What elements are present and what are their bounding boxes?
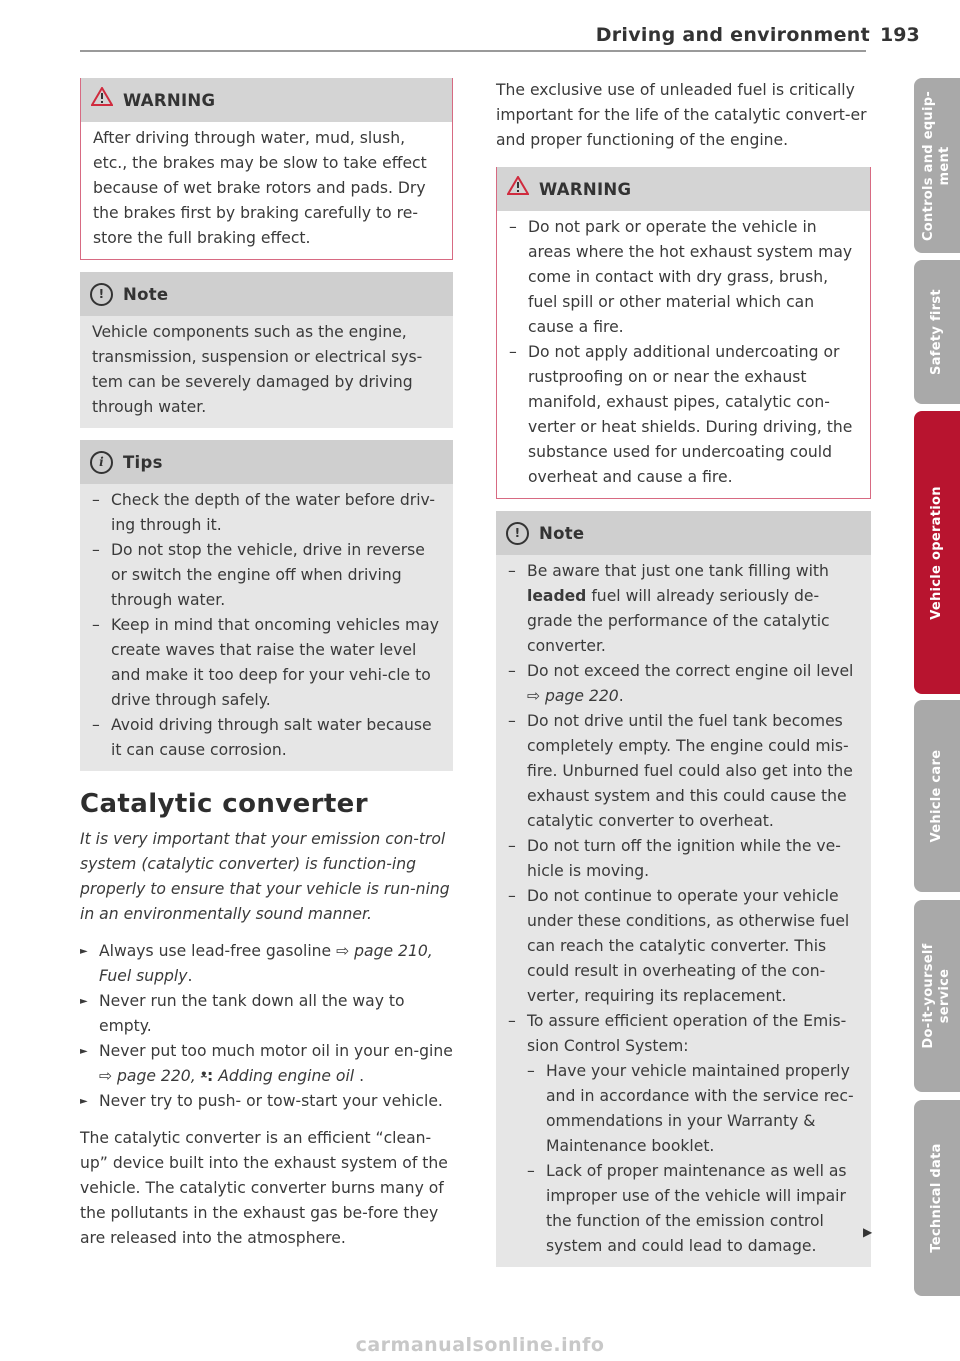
note-text: fuel will already seriously de-grade the performance of the catalytic converter.	[527, 587, 830, 655]
reference-title[interactable]: Adding engine oil	[213, 1067, 355, 1085]
instruction-list	[80, 939, 453, 1114]
note-box-water	[80, 272, 453, 428]
sidebar-tab-label	[921, 943, 953, 1048]
warning-triangle-icon	[91, 87, 113, 113]
note-icon: !	[90, 283, 113, 306]
page-header-title: Driving and environment	[595, 24, 870, 46]
watermark: carmanualsonline.info	[355, 1334, 605, 1356]
note-icon: !	[506, 522, 529, 545]
tab-label-line: Do-it-yourself	[921, 943, 936, 1049]
instruction-text: Never put too much motor oil in your en-gine	[99, 1042, 453, 1060]
tab-label-line: Controls and equip-	[921, 90, 936, 241]
sidebar-tab-technical-data[interactable]	[914, 1100, 960, 1296]
section-title: Catalytic converter	[80, 789, 368, 819]
instruction-item: ► Never try to push- or tow-start your vehicle.	[80, 1089, 453, 1114]
note-sublist	[527, 1059, 859, 1259]
tips-heading	[80, 440, 453, 484]
warning-triangle-icon	[507, 176, 529, 202]
note-item	[508, 559, 859, 659]
tips-title: Tips	[123, 452, 163, 472]
warning-heading	[81, 78, 452, 122]
sidebar-tab-controls[interactable]	[914, 78, 960, 253]
body-paragraph: The catalytic converter is an efficient “clean-up” device built into the exhaust system of the vehicle. The catalytic converter burns many of the pollutants in the exhaust gas be-fore they are released into the atmosphere.	[80, 1129, 448, 1247]
note-text: To assure efficient operation of the Emis-sion Control System:	[527, 1012, 847, 1055]
continue-arrow-icon: ▶	[863, 1225, 873, 1239]
warning-title: WARNING	[123, 90, 216, 110]
info-icon: i	[90, 451, 113, 474]
sidebar-tab-vehicle-operation[interactable]	[914, 411, 960, 694]
intro-paragraph: The exclusive use of unleaded fuel is critically important for the life of the catalytic convert-er and proper functioning of the engine.	[496, 81, 867, 149]
instruction-item	[80, 1039, 453, 1089]
oil-can-icon: ᵜ:	[200, 1067, 214, 1085]
right-column	[496, 78, 871, 1279]
tips-item: – Do not stop the vehicle, drive in reverse or switch the engine off when driving through water.	[92, 538, 441, 613]
tab-label-line: service	[937, 968, 952, 1024]
note-emphasis: leaded	[527, 587, 587, 605]
page-number: 193	[880, 24, 920, 46]
warning-heading	[497, 167, 870, 211]
instruction-end: .	[354, 1067, 365, 1085]
note-item: – Do not continue to operate your vehicle under these conditions, as otherwise fuel can reach the catalytic converter. This could result in overheating of the con-verter, requiring its replacement.	[508, 884, 859, 1009]
sidebar-tab-safety[interactable]	[914, 260, 960, 404]
note-heading	[80, 272, 453, 316]
note-subitem: – Lack of proper maintenance as well as improper use of the vehicle will impair the function of the emission control system and could lead to damage.	[527, 1159, 859, 1259]
tab-label-line: ment	[937, 145, 952, 186]
warning-box-brakes	[80, 78, 453, 260]
sidebar-tab-vehicle-care[interactable]	[914, 700, 960, 892]
warning-item: – Do not apply additional undercoating or rustproofing on or near the exhaust manifold, exhaust pipes, catalytic con-verter or heat shields. During driving, the substance used for undercoating could overheat and cause a fire.	[509, 340, 858, 490]
note-item: – Do not drive until the fuel tank becomes completely empty. The engine could mis-fire. Unburned fuel could also get into the exhaust system and this could cause the catalytic converter to overheat.	[508, 709, 859, 834]
warning-box-exhaust	[496, 167, 871, 499]
instruction-text: Always use lead-free gasoline	[99, 942, 337, 960]
note-box-catalytic	[496, 511, 871, 1267]
tips-item: – Check the depth of the water before driv-ing through it.	[92, 488, 441, 538]
instruction-item	[80, 939, 453, 989]
tips-item: – Avoid driving through salt water because it can cause corrosion.	[92, 713, 441, 763]
note-item: – Do not turn off the ignition while the ve-hicle is moving.	[508, 834, 859, 884]
warning-title: WARNING	[539, 179, 632, 199]
sidebar-tab-diy-service[interactable]	[914, 900, 960, 1092]
instruction-end: .	[187, 967, 193, 985]
note-text: Be aware that just one tank filling with	[527, 562, 829, 580]
note-title: Note	[539, 523, 585, 543]
warning-text: After driving through water, mud, slush, etc., the brakes may be slow to take effect because of wet brake rotors and pads. Dry the brakes first by braking carefully to re-store the full braking effect.	[93, 129, 427, 247]
page-reference-link[interactable]: ⇨ page 220	[527, 687, 619, 705]
instruction-item: ► Never run the tank down all the way to empty.	[80, 989, 453, 1039]
note-title: Note	[123, 284, 169, 304]
sidebar-tab-label	[921, 90, 953, 240]
page-reference-link[interactable]: ⇨ page 210, Fuel supply	[99, 942, 433, 985]
sidebar-tab-label: Vehicle care	[929, 749, 944, 843]
note-text: Do not exceed the correct engine oil level	[527, 662, 854, 680]
note-item	[508, 1009, 859, 1259]
note-heading	[496, 511, 871, 555]
sidebar-tab-label: Vehicle operation	[929, 485, 944, 620]
sidebar-tab-label: Safety first	[929, 289, 944, 375]
left-column	[80, 78, 453, 1251]
warning-item: – Do not park or operate the vehicle in areas where the hot exhaust system may come in contact with dry grass, brush, fuel spill or other material which can cause a fire.	[509, 215, 858, 340]
sidebar-tab-label: Technical data	[929, 1143, 944, 1253]
note-text: .	[618, 687, 624, 705]
note-item	[508, 659, 859, 709]
tips-box	[80, 440, 453, 771]
section-lead: It is very important that your emission con-trol system (catalytic converter) is function-ing properly to ensure that your vehicle is run-ning in an environmentally sound manner.	[80, 830, 450, 923]
page-reference-link[interactable]: ⇨ page 220,	[99, 1067, 201, 1085]
note-subitem: – Have your vehicle maintained properly and in accordance with the service rec-ommendations in your Warranty & Maintenance booklet.	[527, 1059, 859, 1159]
header-rule	[80, 50, 866, 52]
tips-item: – Keep in mind that oncoming vehicles may create waves that raise the water level and make it too deep for your vehi-cle to drive through safely.	[92, 613, 441, 713]
note-text: Vehicle components such as the engine, transmission, suspension or electrical sys-tem can be severely damaged by driving through water.	[92, 323, 423, 416]
